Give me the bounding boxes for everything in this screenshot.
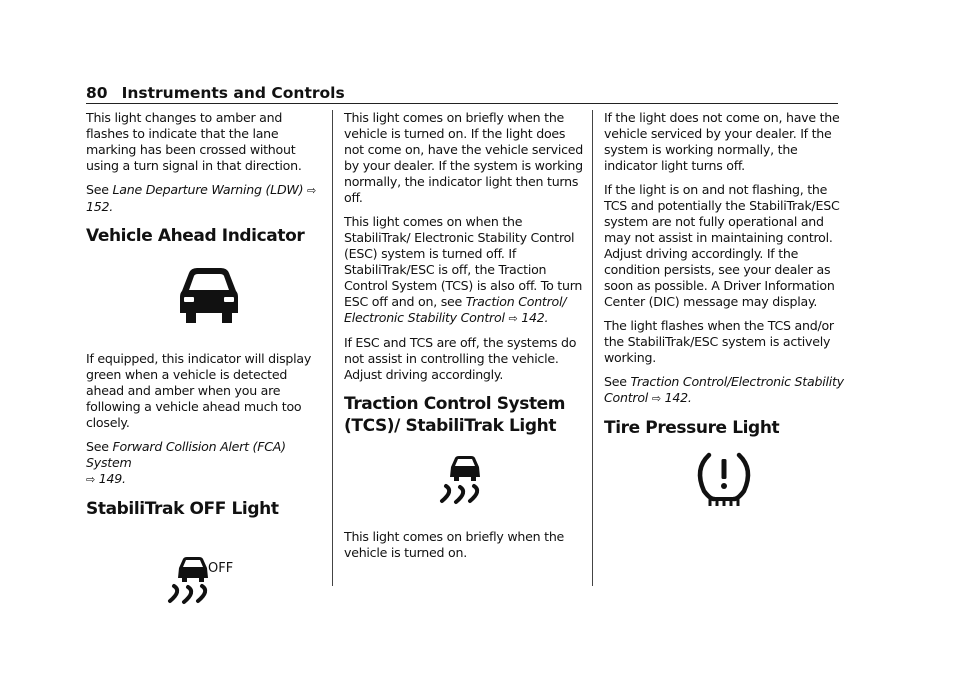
ldw-reference-link[interactable]: Lane Departure Warning (LDW) <box>112 182 304 197</box>
tcs-comes-on-paragraph: This light comes on briefly when the vehicle is turned on. <box>344 529 565 560</box>
tcs-not-flashing-paragraph: If the light is on and not flashing, the TCS and potentially the StabiliTrak/ESC system are not fully operational and may not assist in maintaining control. Adjust driving accordingly. If the condition persists, see your dealer as soon as possible. A Driver Information Center (DIC) message may display. <box>604 182 840 309</box>
column-1 <box>86 110 326 610</box>
traction-control-reference-link[interactable]: Traction Control/ Electronic Stability Control <box>344 294 567 325</box>
page-arrow-icon: ⇨ <box>651 392 661 405</box>
column-2 <box>344 110 584 569</box>
page-number: 80 <box>86 84 108 102</box>
fca-see-reference: See Forward Collision Alert (FCA) System ⇨ 149. <box>86 439 286 486</box>
stabilitrak-off-heading: StabiliTrak OFF Light <box>86 499 279 519</box>
header-rule <box>86 103 838 104</box>
page-arrow-icon: ⇨ <box>86 473 95 486</box>
traction-control-page-link[interactable]: 142. <box>664 390 692 405</box>
column-divider-2 <box>592 110 593 586</box>
off-label: OFF <box>208 561 234 576</box>
page-arrow-icon: ⇨ <box>307 184 316 197</box>
fca-reference-link[interactable]: Forward Collision Alert (FCA) System <box>86 439 286 470</box>
tcs-stabilitrak-heading: Traction Control System (TCS)/ StabiliTrak Light <box>344 394 566 436</box>
esc-tcs-off-paragraph: If ESC and TCS are off, the systems do not assist in controlling the vehicle. Adjust driving accordingly. <box>344 335 577 382</box>
tire-pressure-icon-area <box>604 439 844 519</box>
comes-on-briefly-paragraph: This light comes on briefly when the vehicle is turned on. If the light does not come on, have the vehicle serviced by your dealer. If the system is working normally, the indicator light then turns off. <box>344 110 584 205</box>
vehicle-ahead-paragraph: If equipped, this indicator will display green when a vehicle is detected ahead and amber when you are following a vehicle ahead much too closely. <box>86 351 312 430</box>
tire-pressure-icon <box>604 439 844 519</box>
page-header <box>86 84 345 102</box>
ldw-see-reference: See Lane Departure Warning (LDW) ⇨ 152. <box>86 182 316 214</box>
esc-off-paragraph: This light comes on when the StabiliTrak/ Electronic Stability Control (ESC) system is turned off. If StabiliTrak/ESC is off, the Traction Control System (TCS) is also off. To turn ESC off and on, see Traction Control/ Electronic Stability Control ⇨ 142. <box>344 214 583 325</box>
traction-control-page-link[interactable]: 142. <box>521 310 549 325</box>
column-divider-1 <box>332 110 333 586</box>
light-not-on-paragraph: If the light does not come on, have the vehicle serviced by your dealer. If the system is working normally, the indicator light turns off. <box>604 110 840 173</box>
lane-marking-paragraph: This light changes to amber and flashes to indicate that the lane marking has been crossed without using a turn signal in that direction. <box>86 110 302 173</box>
traction-see-reference: See Traction Control/Electronic Stability Control ⇨ 142. <box>604 374 844 405</box>
tire-pressure-heading: Tire Pressure Light <box>604 418 780 438</box>
light-flashes-paragraph: The light flashes when the TCS and/or the StabiliTrak/ESC system is actively working. <box>604 318 834 365</box>
traction-control-reference-link[interactable]: Traction Control/Electronic Stability Control <box>604 374 844 405</box>
fca-page-link[interactable]: 149. <box>98 471 126 486</box>
tcs-stabilitrak-icon <box>344 437 584 529</box>
stabilitrak-off-icon <box>86 520 326 610</box>
section-title: Instruments and Controls <box>121 84 345 102</box>
vehicle-ahead-icon-area <box>86 247 326 351</box>
column-3 <box>604 110 844 519</box>
vehicle-ahead-heading: Vehicle Ahead Indicator <box>86 226 305 246</box>
tcs-icon-area <box>344 437 584 529</box>
page-arrow-icon: ⇨ <box>508 312 518 325</box>
vehicle-ahead-icon <box>86 247 326 351</box>
ldw-page-link[interactable]: 152. <box>86 199 114 214</box>
stabilitrak-off-icon-area <box>86 520 326 610</box>
